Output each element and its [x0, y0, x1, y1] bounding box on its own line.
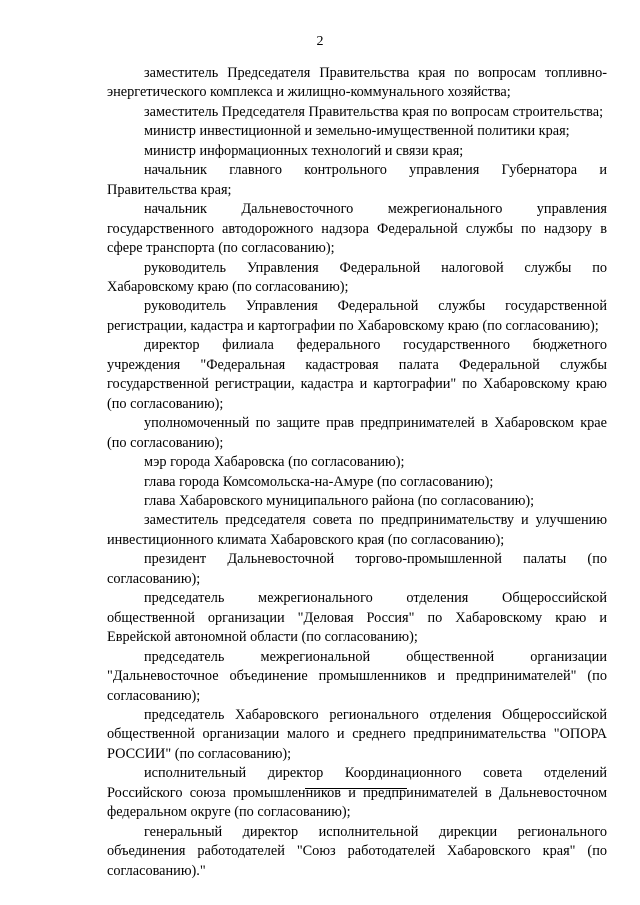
page-number: 2 [316, 34, 324, 49]
paragraph: председатель межрегиональной общественной организации "Дальневосточное объединение промышленников и предпринимателей" (по согласованию); [107, 648, 607, 704]
paragraph: уполномоченный по защите прав предпринимателей в Хабаровском крае (по согласованию); [107, 415, 607, 451]
paragraph: министр инвестиционной и земельно-имущественной политики края; [144, 123, 570, 140]
paragraph: глава города Комсомольска-на-Амуре (по согласованию); [144, 473, 494, 490]
paragraph: директор филиала федерального государственного бюджетного учреждения "Федеральная кадастровая палата Федеральной службы государственной регистрации, кадастра и картографии" по Хабаровскому краю (по согласованию); [107, 337, 607, 412]
paragraph: председатель Хабаровского регионального отделения Общероссийской общественной организации малого и среднего предпринимательства "ОПОРА РОССИИ" (по согласованию); [107, 706, 607, 762]
paragraph: заместитель Председателя Правительства края по вопросам строительства; [144, 103, 604, 120]
end-rule [305, 788, 407, 789]
paragraph: мэр города Хабаровска (по согласованию); [144, 454, 405, 471]
paragraph: генеральный директор исполнительной дирекции регионального объединения работодателей "Союз работодателей Хабаровского края" (по согласованию)." [107, 823, 607, 879]
paragraph: глава Хабаровского муниципального района (по согласованию); [144, 492, 535, 509]
paragraph: министр информационных технологий и связи края; [144, 142, 464, 159]
paragraph: руководитель Управления Федеральной службы государственной регистрации, кадастра и картографии по Хабаровскому краю (по согласованию); [107, 298, 607, 334]
paragraph: начальник главного контрольного управления Губернатора и Правительства края; [107, 162, 607, 198]
paragraph: руководитель Управления Федеральной налоговой службы по Хабаровскому краю (по согласованию); [107, 259, 607, 295]
paragraph: председатель межрегионального отделения Общероссийской общественной организации "Деловая Россия" по Хабаровскому краю и Еврейской автономной области (по согласованию); [107, 590, 607, 646]
body-text [107, 64, 607, 881]
paragraph: заместитель Председателя Правительства края по вопросам топливно-энергетического комплекса и жилищно-коммунального хозяйства; [107, 65, 607, 101]
paragraph: начальник Дальневосточного межрегионального управления государственного автодорожного надзора Федеральной службы по надзору в сфере транспорта (по согласованию); [107, 201, 607, 257]
paragraph: заместитель председателя совета по предпринимательству и улучшению инвестиционного климата Хабаровского края (по согласованию); [107, 512, 607, 548]
paragraph: исполнительный директор Координационного совета отделений Российского союза промышленников и предпринимателей в Дальневосточном федеральном округе (по согласованию); [107, 765, 607, 821]
paragraph: президент Дальневосточной торгово-промышленной палаты (по согласованию); [107, 551, 607, 587]
